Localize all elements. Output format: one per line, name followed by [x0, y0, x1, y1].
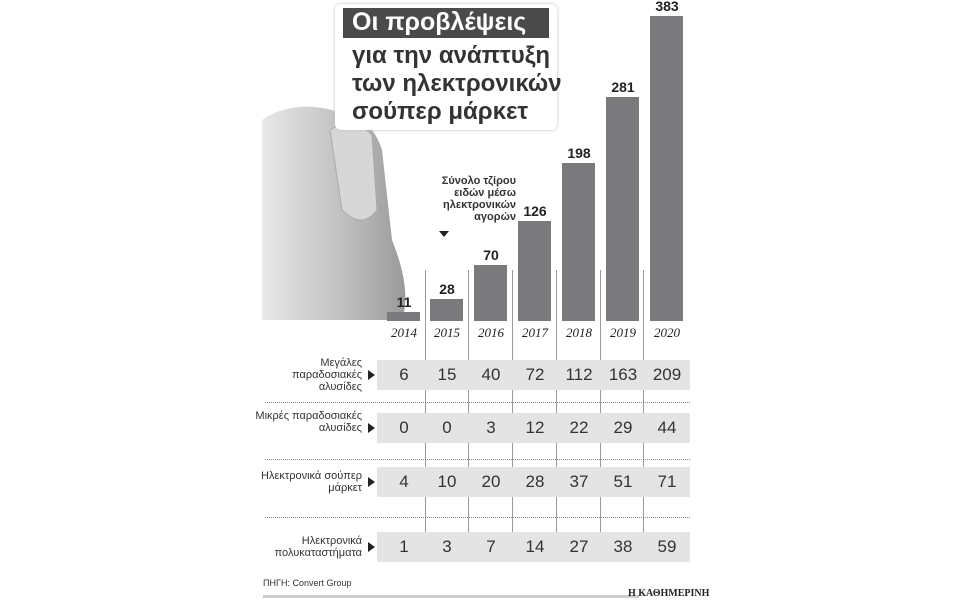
bar-2015 [430, 299, 463, 321]
table-cell: 72 [525, 365, 545, 384]
row-arrow-icon [368, 370, 375, 380]
table-cell: 163 [608, 365, 638, 384]
table-cell: 44 [657, 418, 677, 437]
year-label: 2015 [434, 325, 460, 340]
year-label: 2017 [522, 325, 548, 340]
source-text: ΠΗΓΗ: Convert Group [263, 578, 352, 588]
table-cell: 6 [399, 365, 409, 384]
bar-2020 [650, 16, 683, 321]
table-cell: 40 [481, 365, 501, 384]
title-line-1: Οι προβλέψεις [352, 8, 527, 36]
year-label: 2020 [654, 325, 680, 340]
bar-value-label: 11 [396, 294, 412, 311]
table-cell: 4 [399, 472, 409, 491]
table-cell: 27 [569, 537, 589, 556]
table-cell: 1 [399, 537, 409, 556]
table-cell: 3 [442, 537, 452, 556]
title-line-2: για την ανάπτυξη [352, 42, 551, 69]
row-separator [265, 459, 690, 460]
bar-2019 [606, 97, 639, 321]
row-separator [265, 402, 690, 403]
table-cell: 7 [486, 537, 496, 556]
bar-value-label: 70 [483, 247, 499, 264]
table-cell: 209 [652, 365, 682, 384]
bar-2016 [474, 265, 507, 321]
row-arrow-icon [368, 477, 375, 487]
table-cell: 3 [486, 418, 496, 437]
row-label: Μεγάλες παραδοσιακές αλυσίδες [292, 357, 362, 393]
table-cell: 28 [525, 472, 545, 491]
row-label: Ηλεκτρονικά σούπερ μάρκετ [261, 470, 362, 494]
year-label: 2019 [610, 325, 636, 340]
row-label: Ηλεκτρονικά πολυκαταστήματα [274, 535, 362, 559]
row-arrow-icon [368, 542, 375, 552]
title-line-3: των ηλεκτρονικών [352, 70, 562, 97]
table-cell: 59 [657, 537, 677, 556]
table-cell: 71 [657, 472, 677, 491]
bar-value-label: 281 [611, 79, 635, 96]
bar-2018 [562, 163, 595, 321]
chart-note: Σύνολο τζίρου ειδών μέσω ηλεκτρονικών αγορών [441, 175, 516, 223]
bar-value-label: 198 [567, 145, 591, 162]
bar-2017 [518, 221, 551, 321]
row-separator [265, 517, 690, 518]
table-cell: 37 [569, 472, 589, 491]
row-arrow-icon [368, 423, 375, 433]
table-cell: 22 [569, 418, 589, 437]
year-label: 2018 [566, 325, 592, 340]
bar-value-label: 126 [523, 202, 547, 219]
table-cell: 38 [613, 537, 633, 556]
year-label: 2014 [391, 325, 417, 340]
bar-value-label: 383 [655, 0, 679, 14]
table-cell: 0 [399, 418, 409, 437]
brand-logo: Η ΚΑΘΗΜΕΡΙΝΗ [628, 588, 710, 599]
row-label: Μικρές παραδοσιακές αλυσίδες [255, 410, 362, 434]
table-cell: 10 [437, 472, 457, 491]
table-cell: 14 [525, 537, 545, 556]
footer-line [263, 595, 639, 598]
table-cell: 112 [565, 365, 593, 384]
table-cell: 29 [613, 418, 633, 437]
table-cell: 20 [481, 472, 501, 491]
down-triangle-icon [439, 231, 449, 237]
table-cell: 51 [613, 472, 633, 491]
title-line-4: σούπερ μάρκετ [352, 98, 529, 125]
table-cell: 15 [437, 365, 457, 384]
bar-value-label: 28 [439, 280, 455, 297]
bar-2014 [387, 312, 420, 321]
table-cell: 12 [525, 418, 545, 437]
table-cell: 0 [442, 418, 452, 437]
year-label: 2016 [478, 325, 504, 340]
